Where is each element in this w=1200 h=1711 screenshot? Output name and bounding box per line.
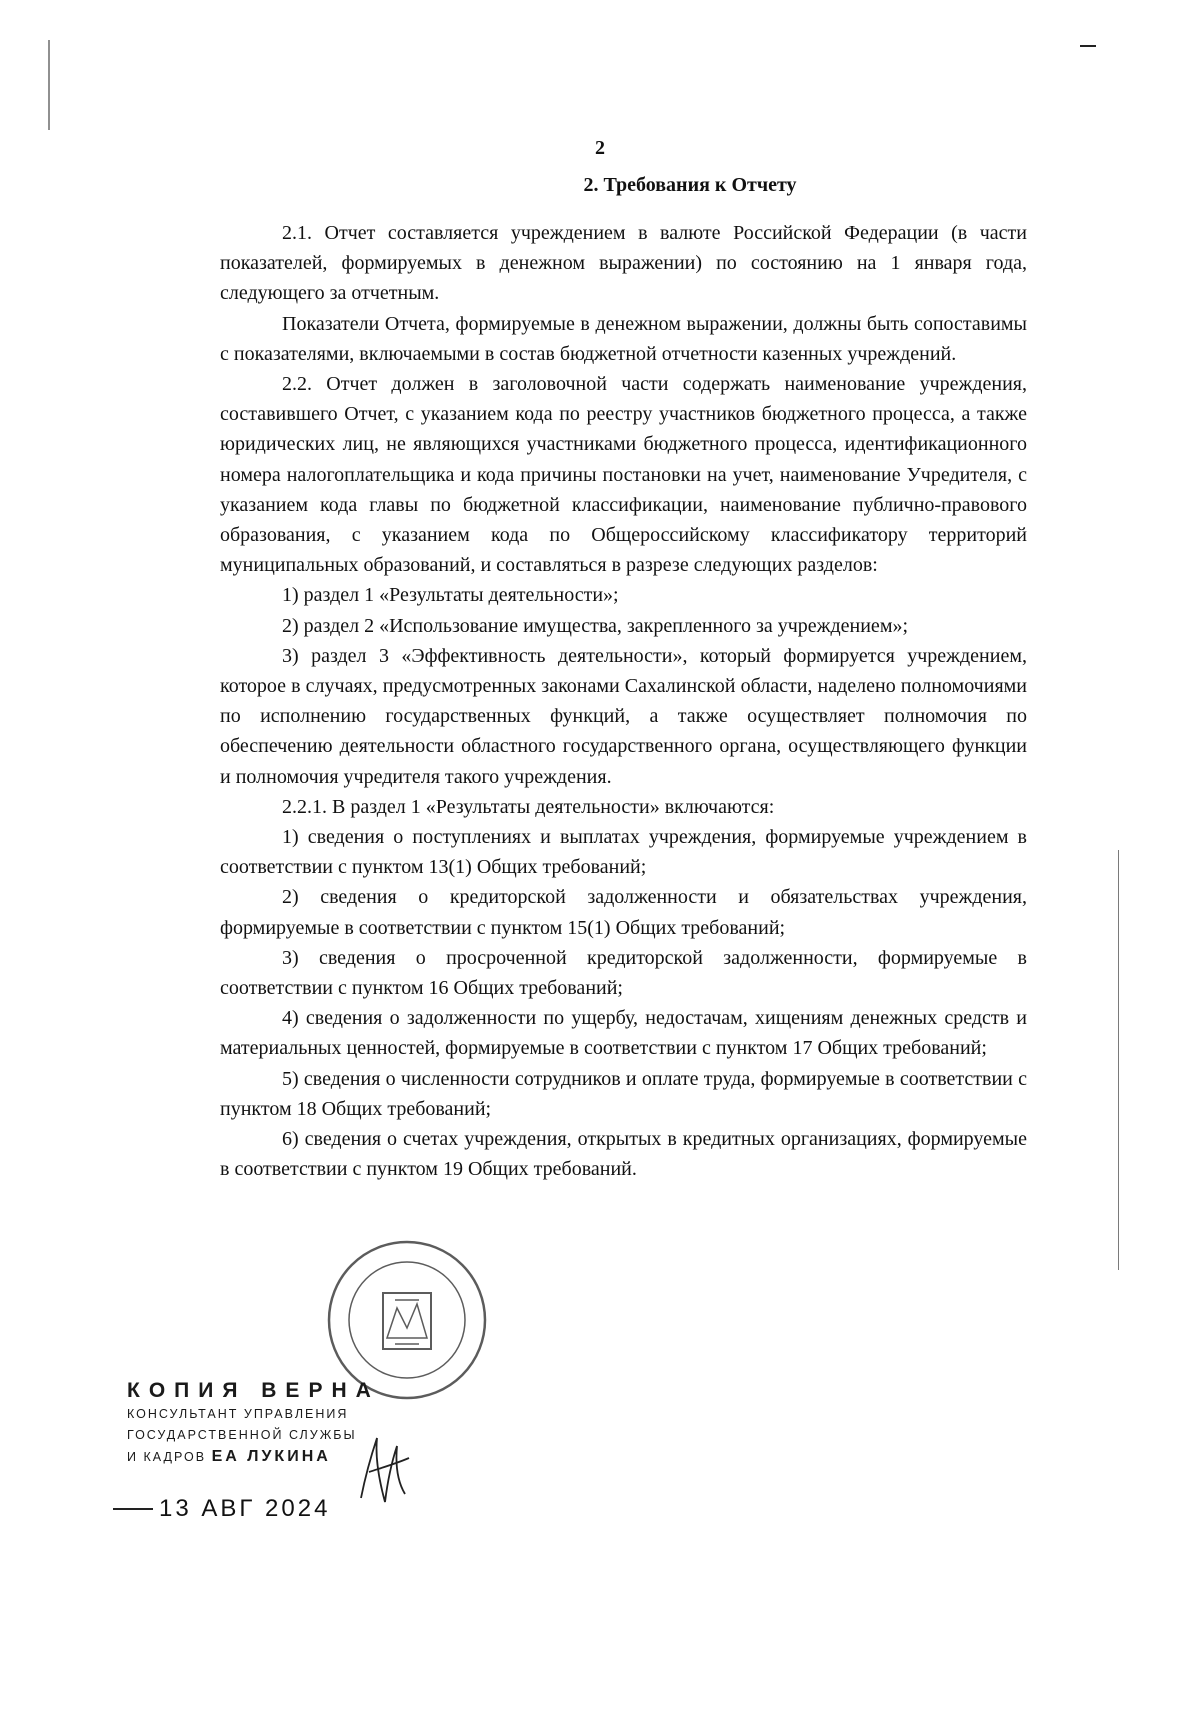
paragraph: 2) сведения о кредиторской задолженности и обязательствах учреждения, формируемые в соответствии с пунктом 15(1) Общих требований; — [220, 886, 1027, 939]
handwritten-signature — [355, 1428, 415, 1508]
paragraph: 3) сведения о просроченной кредиторской задолженности, формируемые в соответствии с пунктом 16 Общих требований; — [220, 946, 1027, 1000]
paragraph: 3) раздел 3 «Эффективность деятельности», который формируется учреждением, которое в случаях, предусмотренных законами Сахалинской области, наделено полномочиями по исполнению государственных функций, а также осуществляет полномочия по обеспечению деятельности областного государственного органа, осуществляющего функции и полномочия учредителя такого учреждения. — [220, 644, 1027, 788]
paragraph: 2.2.1. В раздел 1 «Результаты деятельности» включаются: — [282, 795, 775, 818]
paragraph: 5) сведения о численности сотрудников и оплате труда, формируемые в соответствии с пунктом 18 Общих требований; — [220, 1067, 1027, 1120]
stamp-line: ГОСУДАРСТВЕННОЙ СЛУЖБЫ — [127, 1428, 357, 1442]
paragraph: 2.2. Отчет должен в заголовочной части содержать наименование учреждения, составившего Отчет, с указанием кода по реестру участников бюджетного процесса, а также юридических лиц, не являющихся участниками бюджетного процесса, идентификационного номера налогоплательщика и кода причины постановки на учет, наименование Учредителя, с указанием кода главы по бюджетной классификации, наименование публично-правового образования, с указанием кода по Общероссийскому классификатору территорий муниципальных образований, и составляться в разрезе следующих разделов: — [220, 373, 1027, 577]
scan-artifact — [1118, 850, 1119, 1270]
stamp-title: КОПИЯ ВЕРНА — [127, 1379, 380, 1402]
stamp-name: ЕА ЛУКИНА — [211, 1448, 331, 1465]
certification-stamp — [127, 1378, 380, 1468]
stamp-line: КОНСУЛЬТАНТ УПРАВЛЕНИЯ — [127, 1407, 349, 1421]
stamp-line-prefix: И КАДРОВ — [127, 1450, 207, 1464]
paragraph: 2.1. Отчет составляется учреждением в валюте Российской Федерации (в части показателей, формируемых в денежном выражении) по состоянию на 1 января года, следующего за отчетным. — [220, 222, 1027, 305]
date-dash — [113, 1508, 153, 1510]
scan-artifact — [48, 40, 50, 130]
paragraph: 6) сведения о счетах учреждения, открытых в кредитных организациях, формируемые в соответствии с пунктом 19 Общих требований. — [220, 1128, 1027, 1181]
paragraph: Показатели Отчета, формируемые в денежном выражении, должны быть сопоставимы с показателями, включаемыми в состав бюджетной отчетности казенных учреждений. — [220, 312, 1027, 365]
page-number: 2 — [595, 137, 605, 159]
paragraph: 2) раздел 2 «Использование имущества, закрепленного за учреждением»; — [282, 614, 909, 637]
paragraph: 4) сведения о задолженности по ущербу, недостачам, хищениям денежных средств и материальных ценностей, формируемые в соответствии с пунктом 17 Общих требований; — [220, 1007, 1027, 1060]
paragraph: 1) сведения о поступлениях и выплатах учреждения, формируемые учреждением в соответствии с пунктом 13(1) Общих требований; — [220, 826, 1027, 879]
stamp-line — [127, 1446, 362, 1468]
section-title: 2. Требования к Отчету — [583, 174, 797, 196]
paragraph: 1) раздел 1 «Результаты деятельности»; — [282, 584, 619, 607]
body-text — [220, 218, 1027, 1185]
date-stamp — [113, 1495, 330, 1523]
date-stamp-text: 13 АВГ 2024 — [159, 1495, 331, 1522]
scan-artifact — [1080, 45, 1096, 47]
